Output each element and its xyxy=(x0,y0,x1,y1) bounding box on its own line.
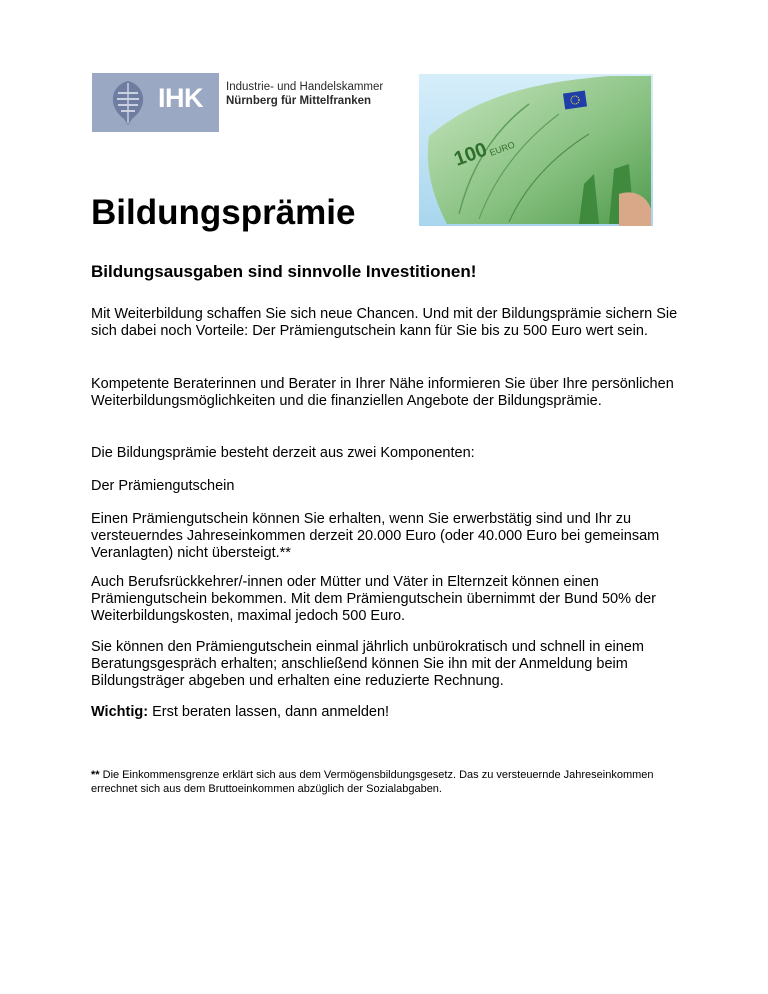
eagle-crest-icon xyxy=(98,73,158,132)
paragraph-voucher-heading: Der Prämiengutschein xyxy=(91,478,235,494)
footnote-text: Die Einkommensgrenze erklärt sich aus dem Vermögensbildungsgesetz. Das zu versteuernde Jahreseinkommen errechnet sich aus dem Bruttoeinkommen abzüglich der Sozialabgaben. xyxy=(91,769,654,795)
paragraph-important xyxy=(91,704,389,721)
paragraph-annual: Sie können den Prämiengutschein einmal jährlich unbürokratisch und schnell in einem Beratungsgespräch erhalten; anschließend können Sie ihn mit der Anmeldung beim Bildungsträger abgeben und erhalten eine reduzierte Rechnung. xyxy=(91,639,644,689)
logo-emblem xyxy=(92,73,219,132)
page-subtitle: Bildungsausgaben sind sinnvolle Investitionen! xyxy=(91,262,477,281)
important-label: Wichtig: xyxy=(91,704,149,720)
paragraph-intro: Mit Weiterbildung schaffen Sie sich neue Chancen. Und mit der Bildungsprämie sichern Sie sich dabei noch Vorteile: Der Prämiengutschein kann für Sie bis zu 500 Euro wert sein. xyxy=(91,306,678,339)
logo-abbr: IHK xyxy=(158,83,203,113)
ihk-logo xyxy=(92,73,384,132)
logo-line-2: Nürnberg für Mittelfranken xyxy=(226,95,372,107)
banknote-value: 100 xyxy=(451,138,491,171)
paragraph-advisors: Kompetente Beraterinnen und Berater in Ihrer Nähe informieren Sie über Ihre persönlichen Weiterbildungsmöglichkeiten und die finanziellen Angebote der Bildungsprämie. xyxy=(91,376,674,409)
logo-text xyxy=(226,80,383,108)
important-text: Erst beraten lassen, dann anmelden! xyxy=(148,704,390,720)
paragraph-returnees: Auch Berufsrückkehrer/-innen oder Mütter und Väter in Elternzeit können einen Prämiengutschein bekommen. Mit dem Prämiengutschein übernimmt der Bund 50% der Weiterbildungskosten, maximal jedoch 500 Euro. xyxy=(91,574,656,624)
euro-banknote-image xyxy=(419,74,653,226)
footnote xyxy=(91,768,691,796)
page-title: Bildungsprämie xyxy=(91,193,356,232)
banknote-currency: EURO xyxy=(488,139,517,158)
logo-line-1: Industrie- und Handelskammer xyxy=(226,81,384,93)
paragraph-components: Die Bildungsprämie besteht derzeit aus zwei Komponenten: xyxy=(91,445,475,461)
paragraph-voucher-text: Einen Prämiengutschein können Sie erhalten, wenn Sie erwerbstätig sind und Ihr zu versteuerndes Jahreseinkommen derzeit 20.000 Euro (oder 40.000 Euro bei gemeinsam Veranlagten) nicht übersteigt.** xyxy=(91,511,660,561)
footnote-marker: ** xyxy=(91,769,100,781)
